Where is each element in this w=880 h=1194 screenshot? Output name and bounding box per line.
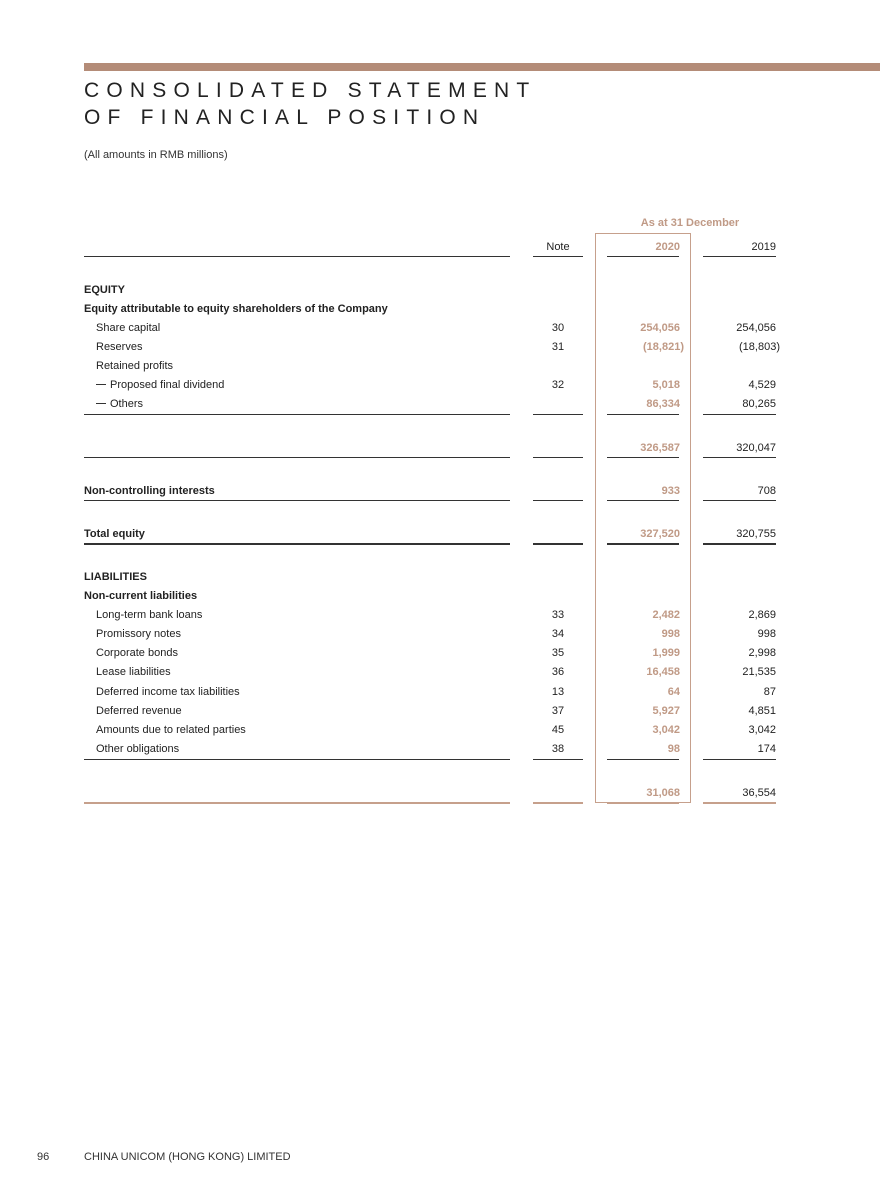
rule bbox=[607, 759, 679, 760]
section-subheading-row bbox=[0, 587, 880, 606]
row-prior-value: 174 bbox=[757, 743, 776, 755]
row-current-value: 254,056 bbox=[640, 322, 680, 334]
rule bbox=[703, 759, 776, 760]
row-prior-value: 254,056 bbox=[736, 322, 776, 334]
row-label: Amounts due to related parties bbox=[96, 724, 246, 736]
row-note: 13 bbox=[551, 686, 565, 698]
row-label-wrap bbox=[96, 395, 143, 414]
row-prior-value: 3,042 bbox=[748, 724, 776, 736]
row-current-value: 998 bbox=[661, 628, 680, 640]
row-note: 38 bbox=[551, 743, 565, 755]
rule bbox=[84, 414, 510, 415]
row-prior-value: (18,803) bbox=[739, 341, 780, 353]
table-row bbox=[0, 606, 880, 625]
subtotal-row bbox=[0, 784, 880, 803]
rule bbox=[703, 543, 776, 545]
amounts-subtitle: (All amounts in RMB millions) bbox=[84, 149, 228, 161]
table-row bbox=[0, 395, 880, 414]
row-note: 32 bbox=[551, 379, 565, 391]
row-current-value: 933 bbox=[661, 485, 680, 497]
row-note: 30 bbox=[551, 322, 565, 334]
rule bbox=[84, 802, 510, 804]
row-prior-value: 2,998 bbox=[748, 647, 776, 659]
page-number: 96 bbox=[37, 1151, 50, 1163]
rule bbox=[533, 500, 583, 501]
rule bbox=[703, 802, 776, 804]
row-current-value: 5,018 bbox=[652, 379, 680, 391]
table-row bbox=[0, 644, 880, 663]
row-note: 37 bbox=[551, 705, 565, 717]
rule bbox=[84, 759, 510, 760]
rule bbox=[533, 414, 583, 415]
table-row bbox=[0, 740, 880, 759]
page-title-line1: CONSOLIDATED STATEMENT bbox=[84, 79, 537, 102]
row-prior-value: 80,265 bbox=[742, 398, 776, 410]
row-label: Others bbox=[110, 398, 144, 410]
equity-heading: EQUITY bbox=[84, 284, 125, 296]
table-row bbox=[0, 376, 880, 395]
header-rule-current bbox=[607, 256, 679, 257]
row-current-value: 16,458 bbox=[646, 666, 680, 678]
rule bbox=[607, 802, 679, 804]
row-prior-value: 708 bbox=[757, 485, 776, 497]
table-row bbox=[0, 702, 880, 721]
row-label: Deferred revenue bbox=[96, 705, 182, 717]
rule bbox=[607, 543, 679, 545]
subtotal-row bbox=[0, 439, 880, 458]
row-prior-value: 36,554 bbox=[742, 787, 776, 799]
rule bbox=[84, 500, 510, 501]
non-current-heading: Non-current liabilities bbox=[84, 590, 198, 602]
top-accent-bar bbox=[84, 63, 880, 71]
row-current-value: 31,068 bbox=[646, 787, 680, 799]
table-row bbox=[0, 721, 880, 740]
table-row bbox=[0, 683, 880, 702]
rule bbox=[84, 543, 510, 545]
table-row bbox=[0, 319, 880, 338]
row-label: Non-controlling interests bbox=[84, 485, 215, 497]
row-prior-value: 21,535 bbox=[742, 666, 776, 678]
row-prior-value: 2,869 bbox=[748, 609, 776, 621]
row-note: 45 bbox=[551, 724, 565, 736]
row-current-value: 5,927 bbox=[652, 705, 680, 717]
row-label: Promissory notes bbox=[96, 628, 181, 640]
total-row bbox=[0, 525, 880, 544]
row-current-value: (18,821) bbox=[643, 341, 684, 353]
row-current-value: 64 bbox=[667, 686, 680, 698]
rule bbox=[607, 414, 679, 415]
equity-attributable-heading: Equity attributable to equity shareholders of the Company bbox=[84, 303, 388, 315]
prior-year-header: 2019 bbox=[751, 241, 776, 253]
company-name: CHINA UNICOM (HONG KONG) LIMITED bbox=[84, 1151, 291, 1163]
row-prior-value: 87 bbox=[763, 686, 776, 698]
rule bbox=[703, 500, 776, 501]
row-label: Share capital bbox=[96, 322, 161, 334]
row-prior-value: 320,047 bbox=[736, 442, 776, 454]
row-prior-value: 4,529 bbox=[748, 379, 776, 391]
liabilities-heading: LIABILITIES bbox=[84, 571, 147, 583]
table-row bbox=[0, 338, 880, 357]
as-at-heading: As at 31 December bbox=[640, 217, 740, 229]
dash-bullet-icon bbox=[96, 403, 106, 404]
header-rule-prior bbox=[703, 256, 776, 257]
row-label: Proposed final dividend bbox=[110, 379, 225, 391]
dash-bullet-icon bbox=[96, 384, 106, 385]
row-label: Retained profits bbox=[96, 360, 174, 372]
column-header-row bbox=[0, 238, 880, 257]
table-row bbox=[0, 357, 880, 376]
section-heading-row bbox=[0, 568, 880, 587]
row-prior-value: 998 bbox=[757, 628, 776, 640]
row-note: 33 bbox=[551, 609, 565, 621]
row-current-value: 2,482 bbox=[652, 609, 680, 621]
rule bbox=[703, 457, 776, 458]
row-note: 36 bbox=[551, 666, 565, 678]
row-label: Other obligations bbox=[96, 743, 180, 755]
row-note: 34 bbox=[551, 628, 565, 640]
rule bbox=[703, 414, 776, 415]
rule bbox=[533, 802, 583, 804]
rule bbox=[607, 500, 679, 501]
row-label: Deferred income tax liabilities bbox=[96, 686, 240, 698]
row-current-value: 326,587 bbox=[640, 442, 680, 454]
row-current-value: 327,520 bbox=[640, 528, 680, 540]
table-row bbox=[0, 482, 880, 501]
row-current-value: 3,042 bbox=[652, 724, 680, 736]
row-label: Reserves bbox=[96, 341, 143, 353]
row-current-value: 1,999 bbox=[652, 647, 680, 659]
rule bbox=[533, 543, 583, 545]
row-current-value: 98 bbox=[667, 743, 680, 755]
rule bbox=[84, 457, 510, 458]
row-label: Long-term bank loans bbox=[96, 609, 203, 621]
rule bbox=[533, 759, 583, 760]
table-row bbox=[0, 625, 880, 644]
section-heading-row bbox=[0, 281, 880, 300]
header-rule-note bbox=[533, 256, 583, 257]
row-note: 31 bbox=[551, 341, 565, 353]
row-label-wrap bbox=[96, 376, 224, 395]
row-label: Lease liabilities bbox=[96, 666, 171, 678]
row-prior-value: 4,851 bbox=[748, 705, 776, 717]
row-label: Total equity bbox=[84, 528, 145, 540]
section-subheading-row bbox=[0, 300, 880, 319]
row-note: 35 bbox=[551, 647, 565, 659]
header-rule-label bbox=[84, 256, 510, 257]
table-row bbox=[0, 663, 880, 682]
rule bbox=[533, 457, 583, 458]
current-year-header: 2020 bbox=[655, 241, 680, 253]
row-prior-value: 320,755 bbox=[736, 528, 776, 540]
rule bbox=[607, 457, 679, 458]
row-current-value: 86,334 bbox=[646, 398, 680, 410]
row-label: Corporate bonds bbox=[96, 647, 178, 659]
page-title-line2: OF FINANCIAL POSITION bbox=[84, 106, 486, 129]
note-column-header: Note bbox=[546, 241, 570, 253]
